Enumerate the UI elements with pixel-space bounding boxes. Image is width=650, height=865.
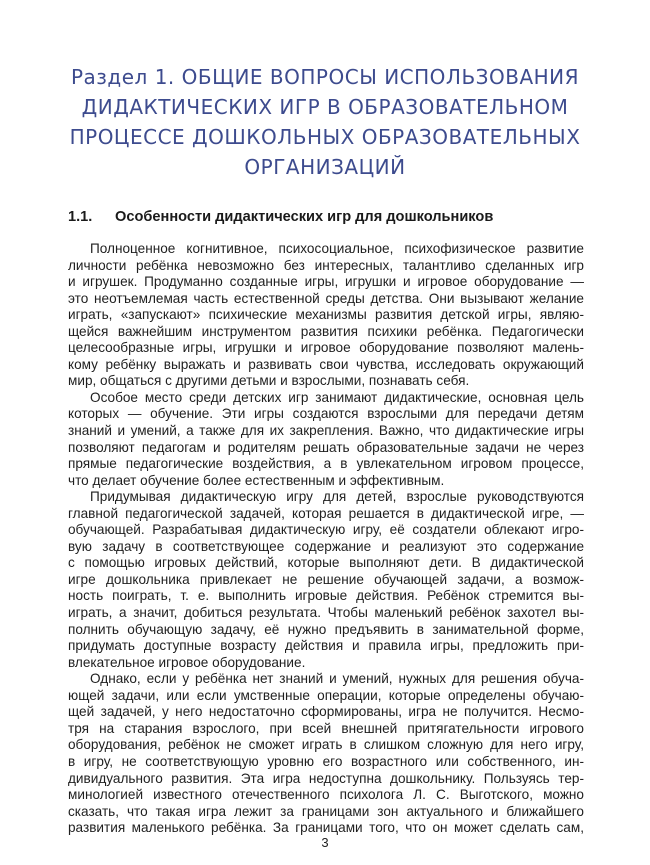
text-line: тря на старания взрослого, при всей внешней притягательности игрового xyxy=(68,720,584,736)
text-line: мир, общаться с другими детьми и взрослыми, познавать себя. xyxy=(68,373,470,389)
text-line: это неотъемлемая часть естественной среды детства. Они вызывают желание xyxy=(68,290,584,306)
text-line: влекательное игровое оборудование. xyxy=(68,654,306,670)
text-line: прямые педагогические воздействия, а в увлекательном игровом процессе, xyxy=(68,456,584,472)
text-line: оборудования, ребёнок не сможет играть в слишком сложную для него игру, xyxy=(68,737,584,753)
text-line: развития маленького ребёнка. За границами того, что он может сделать сам, xyxy=(68,820,584,836)
body-text xyxy=(68,241,584,837)
text-line: что делает обучение более естественным и эффективным. xyxy=(68,472,445,488)
section-title: Особенности дидактических игр для дошкольников xyxy=(115,209,494,225)
text-line: в игру, не соответствующую уровню его возрастного или собственного, ин- xyxy=(68,753,584,769)
chapter-title-line: ДИДАКТИЧЕСКИХ ИГР В ОБРАЗОВАТЕЛЬНОМ xyxy=(81,95,569,119)
text-line: и игрушек. Продуманно созданные игры, игрушки и игровое оборудование — xyxy=(68,274,584,290)
text-line: кому ребёнку выражать и развивать свои чувства, исследовать окружающий xyxy=(68,356,584,372)
text-line: дивидуального развития. Эта игра недоступна дошкольнику. Пользуясь тер- xyxy=(68,770,584,786)
text-line: играть, а значит, добиться результата. Чтобы маленький ребёнок захотел вы- xyxy=(68,605,584,621)
paragraph xyxy=(68,390,584,489)
chapter-title xyxy=(60,62,590,182)
paragraph xyxy=(68,489,584,671)
page-number: 3 xyxy=(321,835,329,850)
text-line: щей задачей, у него недостаточно сформированы, игра не получится. Несмо- xyxy=(68,704,584,720)
text-line: личности ребёнка невозможно без интересных, талантливо сделанных игр xyxy=(68,257,584,273)
text-line: играть, «запускают» психические механизмы развития детской игры, являю- xyxy=(68,307,584,323)
paragraph xyxy=(68,671,584,836)
text-line: игре дошкольника привлекает не решение обучающей задачи, а возмож- xyxy=(68,571,584,587)
text-line: целесообразные игры, игрушки и игровое оборудование позволяют малень- xyxy=(68,340,584,356)
text-line: которых — обучение. Эти игры создаются взрослыми для передачи детям xyxy=(68,406,584,422)
text-line: придумать доступные возрасту действия и правила игры, предложить при- xyxy=(68,638,584,654)
text-line: ность поиграть, т. е. выполнить игровые действия. Ребёнок стремится вы- xyxy=(68,588,584,604)
text-line: позволяют педагогам и родителям решать образовательные задачи не через xyxy=(68,439,584,455)
text-line: Полноценное когнитивное, психосоциальное, психофизическое развитие xyxy=(90,241,584,256)
text-line: Придумывая дидактическую игру для детей, взрослые руководствуются xyxy=(90,489,584,505)
text-line: полнить обучающую задачу, её нужно предъявить в занимательной форме, xyxy=(68,621,584,637)
text-line: сказать, что такая игра лежит за границами зон актуального и ближайшего xyxy=(68,803,584,819)
text-line: с помощью игровых действий, которые выполняют дети. В дидактической xyxy=(68,555,584,571)
chapter-title-line: Раздел 1. ОБЩИЕ ВОПРОСЫ ИСПОЛЬЗОВАНИЯ xyxy=(70,65,580,89)
text-line: минологией известного отечественного психолога Л. С. Выготского, можно xyxy=(68,787,584,803)
text-line: Однако, если у ребёнка нет знаний и умений, нужных для решения обуча- xyxy=(90,671,584,687)
chapter-title-line: ОРГАНИЗАЦИЙ xyxy=(244,155,406,179)
text-line: обучающей. Разрабатывая дидактическую игру, её создатели облекают игро- xyxy=(68,522,584,538)
section-heading xyxy=(68,209,588,225)
text-line: главной педагогической задачей, которая решается в дидактической игре, — xyxy=(68,505,584,521)
section-number: 1.1. xyxy=(68,209,93,225)
text-line: Особое место среди детских игр занимают дидактические, основная цель xyxy=(90,389,584,405)
chapter-title-line: ПРОЦЕССЕ ДОШКОЛЬНЫХ ОБРАЗОВАТЕЛЬНЫХ xyxy=(69,125,581,149)
paragraph xyxy=(68,241,584,390)
text-line: вую задачу в соответствующее содержание и реализуют это содержание xyxy=(68,538,584,554)
text-line: щейся важнейшим инструментом развития психики ребёнка. Педагогически xyxy=(68,323,584,339)
text-line: ющей задачи, или если умственные операции, которые определены обучаю- xyxy=(68,687,584,703)
text-line: знаний и умений, а также для их закрепления. Важно, что дидактические игры xyxy=(68,423,584,439)
